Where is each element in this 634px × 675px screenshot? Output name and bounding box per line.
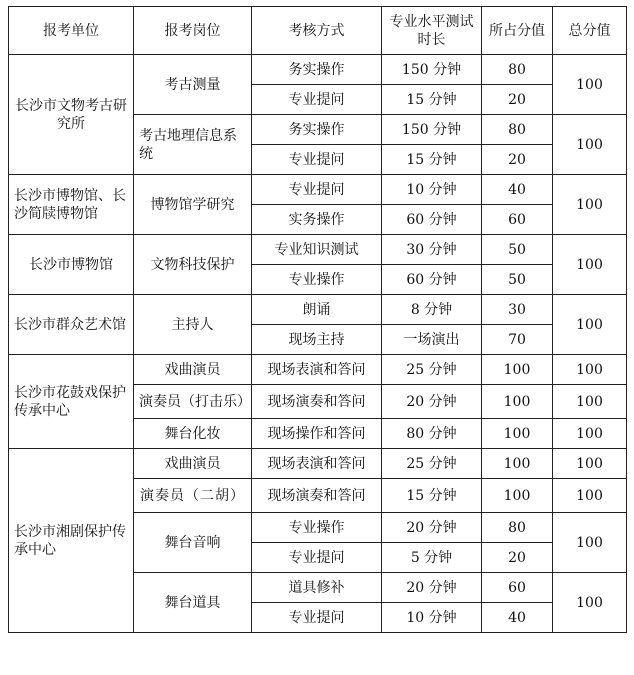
total-cell: 100 xyxy=(553,235,627,295)
total-cell: 100 xyxy=(553,355,627,385)
duration-cell: 15 分钟 xyxy=(382,85,482,115)
total-cell: 100 xyxy=(553,115,627,175)
duration-cell: 15 分钟 xyxy=(382,479,482,513)
method-cell: 现场演奏和答问 xyxy=(252,385,382,419)
total-cell: 100 xyxy=(553,295,627,355)
duration-cell: 150 分钟 xyxy=(382,55,482,85)
table-row xyxy=(9,55,627,85)
share-cell: 100 xyxy=(482,385,553,419)
post-cell: 考古测量 xyxy=(134,55,252,115)
table-row xyxy=(9,449,627,479)
share-cell: 50 xyxy=(482,265,553,295)
share-cell: 100 xyxy=(482,419,553,449)
post-cell: 戏曲演员 xyxy=(134,355,252,385)
method-cell: 专业提问 xyxy=(252,543,382,573)
share-cell: 60 xyxy=(482,573,553,603)
table-row xyxy=(9,355,627,385)
method-cell: 专业提问 xyxy=(252,85,382,115)
duration-cell: 一场演出 xyxy=(382,325,482,355)
post-cell: 舞台道具 xyxy=(134,573,252,633)
duration-cell: 60 分钟 xyxy=(382,265,482,295)
header-post: 报考岗位 xyxy=(134,7,252,55)
post-cell: 考古地理信息系统 xyxy=(134,115,252,175)
post-cell: 演奏员（二胡） xyxy=(134,479,252,513)
share-cell: 80 xyxy=(482,513,553,543)
total-cell: 100 xyxy=(553,385,627,419)
share-cell: 100 xyxy=(482,449,553,479)
header-share: 所占分值 xyxy=(482,7,553,55)
method-cell: 专业知识测试 xyxy=(252,235,382,265)
share-cell: 70 xyxy=(482,325,553,355)
duration-cell: 30 分钟 xyxy=(382,235,482,265)
duration-cell: 25 分钟 xyxy=(382,449,482,479)
duration-cell: 15 分钟 xyxy=(382,145,482,175)
post-cell: 主持人 xyxy=(134,295,252,355)
post-cell: 舞台化妆 xyxy=(134,419,252,449)
duration-cell: 20 分钟 xyxy=(382,385,482,419)
share-cell: 20 xyxy=(482,85,553,115)
post-cell: 舞台音响 xyxy=(134,513,252,573)
duration-cell: 8 分钟 xyxy=(382,295,482,325)
table-row xyxy=(9,175,627,205)
post-cell: 博物馆学研究 xyxy=(134,175,252,235)
share-cell: 40 xyxy=(482,603,553,633)
unit-cell: 长沙市湘剧保护传承中心 xyxy=(9,449,134,633)
duration-cell: 60 分钟 xyxy=(382,205,482,235)
method-cell: 现场演奏和答问 xyxy=(252,479,382,513)
share-cell: 20 xyxy=(482,145,553,175)
method-cell: 朗诵 xyxy=(252,295,382,325)
method-cell: 务实操作 xyxy=(252,115,382,145)
header-row xyxy=(9,7,627,55)
table-row xyxy=(9,295,627,325)
share-cell: 80 xyxy=(482,115,553,145)
share-cell: 20 xyxy=(482,543,553,573)
method-cell: 专业操作 xyxy=(252,513,382,543)
method-cell: 现场表演和答问 xyxy=(252,355,382,385)
duration-cell: 5 分钟 xyxy=(382,543,482,573)
duration-cell: 20 分钟 xyxy=(382,513,482,543)
unit-cell: 长沙市花鼓戏保护传承中心 xyxy=(9,355,134,449)
duration-cell: 10 分钟 xyxy=(382,175,482,205)
duration-cell: 25 分钟 xyxy=(382,355,482,385)
method-cell: 实务操作 xyxy=(252,205,382,235)
total-cell: 100 xyxy=(553,419,627,449)
method-cell: 专业操作 xyxy=(252,265,382,295)
share-cell: 100 xyxy=(482,479,553,513)
method-cell: 专业提问 xyxy=(252,603,382,633)
unit-cell: 长沙市博物馆 xyxy=(9,235,134,295)
method-cell: 现场操作和答问 xyxy=(252,419,382,449)
header-method: 考核方式 xyxy=(252,7,382,55)
method-cell: 专业提问 xyxy=(252,175,382,205)
share-cell: 40 xyxy=(482,175,553,205)
total-cell: 100 xyxy=(553,573,627,633)
method-cell: 道具修补 xyxy=(252,573,382,603)
header-total: 总分值 xyxy=(553,7,627,55)
share-cell: 100 xyxy=(482,355,553,385)
total-cell: 100 xyxy=(553,449,627,479)
total-cell: 100 xyxy=(553,513,627,573)
exam-table xyxy=(8,6,627,633)
header-unit: 报考单位 xyxy=(9,7,134,55)
share-cell: 80 xyxy=(482,55,553,85)
table-row xyxy=(9,235,627,265)
method-cell: 现场表演和答问 xyxy=(252,449,382,479)
total-cell: 100 xyxy=(553,175,627,235)
post-cell: 演奏员（打击乐） xyxy=(134,385,252,419)
duration-cell: 150 分钟 xyxy=(382,115,482,145)
duration-cell: 20 分钟 xyxy=(382,573,482,603)
header-duration: 专业水平测试时长 xyxy=(382,7,482,55)
unit-cell: 长沙市群众艺术馆 xyxy=(9,295,134,355)
unit-cell: 长沙市博物馆、长沙简牍博物馆 xyxy=(9,175,134,235)
total-cell: 100 xyxy=(553,55,627,115)
unit-cell: 长沙市文物考古研究所 xyxy=(9,55,134,175)
share-cell: 50 xyxy=(482,235,553,265)
share-cell: 60 xyxy=(482,205,553,235)
total-cell: 100 xyxy=(553,479,627,513)
method-cell: 专业提问 xyxy=(252,145,382,175)
duration-cell: 10 分钟 xyxy=(382,603,482,633)
share-cell: 30 xyxy=(482,295,553,325)
post-cell: 文物科技保护 xyxy=(134,235,252,295)
post-cell: 戏曲演员 xyxy=(134,449,252,479)
duration-cell: 80 分钟 xyxy=(382,419,482,449)
method-cell: 务实操作 xyxy=(252,55,382,85)
method-cell: 现场主持 xyxy=(252,325,382,355)
